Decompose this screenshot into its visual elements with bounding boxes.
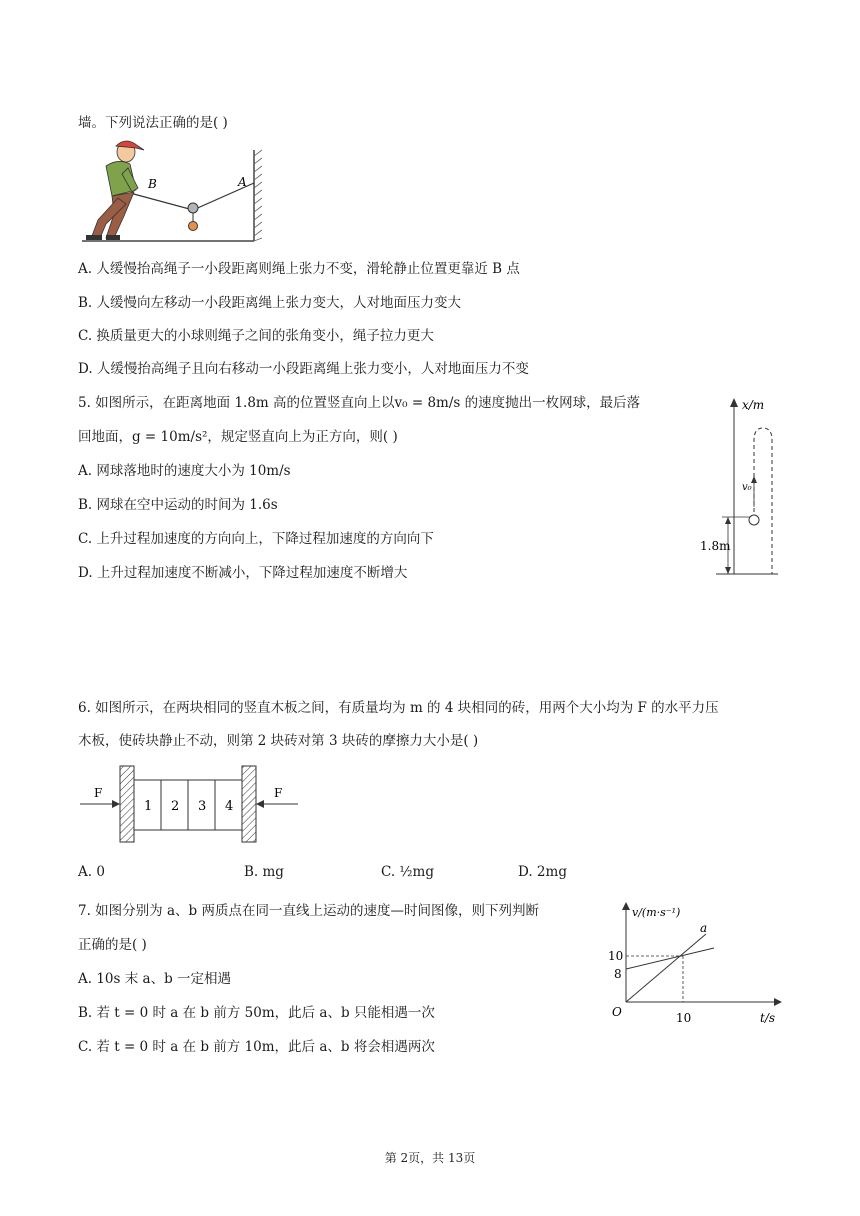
- brick-3: 3: [198, 799, 207, 814]
- q7-tick-10-x: 10: [676, 1011, 692, 1025]
- q5-axis-label: x/m: [742, 398, 765, 412]
- q7-figure: [600, 898, 790, 1030]
- q5-option-c: C. 上升过程加速度的方向向上，下降过程加速度的方向向下: [78, 531, 434, 547]
- q6-option-b: B. mg: [244, 864, 284, 880]
- q4-stem-tail: 墙。下列说法正确的是( ): [78, 115, 228, 131]
- q5-figure: [698, 392, 808, 582]
- q4-option-a: A. 人缓慢抬高绳子一小段距离则绳上张力不变，滑轮静止位置更靠近 B 点: [78, 261, 520, 277]
- q7-y-axis-label: v/(m·s⁻¹): [632, 906, 681, 919]
- brick-4: 4: [225, 799, 234, 814]
- q7-tick-10-y: 10: [608, 949, 624, 963]
- q7-option-a: A. 10s 末 a、b 一定相遇: [78, 971, 232, 987]
- q7-x-axis-label: t/s: [760, 1011, 776, 1025]
- q6-stem-line2: 木板，使砖块静止不动，则第 2 块砖对第 3 块砖的摩擦力大小是( ): [78, 733, 479, 749]
- brick-2: 2: [171, 799, 180, 814]
- q5-stem-line2: 回地面，g = 10m/s²，规定竖直向上为正方向，则( ): [78, 429, 398, 445]
- q4-figure: [78, 138, 268, 248]
- q7-line-a-label: a: [700, 921, 708, 935]
- q6-option-a: A. 0: [78, 864, 105, 880]
- q5-option-b: B. 网球在空中运动的时间为 1.6s: [78, 497, 278, 513]
- q5-v0-label: v₀: [742, 482, 752, 493]
- page-footer: 第 2页，共 13页: [384, 1151, 476, 1165]
- q6-figure: [78, 762, 308, 846]
- q4-option-d: D. 人缓慢抬高绳子且向右移动一小段距离绳上张力变小，人对地面压力不变: [78, 361, 529, 377]
- q7-stem-line1: 7. 如图分别为 a、b 两质点在同一直线上运动的速度—时间图像，则下列判断: [78, 903, 539, 919]
- q7-stem-line2: 正确的是( ): [78, 937, 147, 953]
- q7-option-c: C. 若 t = 0 时 a 在 b 前方 10m，此后 a、b 将会相遇两次: [78, 1039, 435, 1055]
- q4-label-b: B: [148, 177, 157, 191]
- q6-option-c: C. ½mg: [381, 864, 434, 880]
- q7-tick-8-y: 8: [614, 967, 622, 981]
- q5-option-d: D. 上升过程加速度不断减小，下降过程加速度不断增大: [78, 565, 408, 581]
- force-right-label: F: [274, 786, 283, 800]
- q4-option-b: B. 人缓慢向左移动一小段距离绳上张力变大，人对地面压力变大: [78, 295, 462, 311]
- q7-origin-label: O: [612, 1005, 622, 1019]
- q5-option-a: A. 网球落地时的速度大小为 10m/s: [78, 463, 291, 479]
- q4-label-a: A: [238, 175, 247, 189]
- q7-option-b: B. 若 t = 0 时 a 在 b 前方 50m，此后 a、b 只能相遇一次: [78, 1005, 435, 1021]
- q6-stem-line1: 6. 如图所示，在两块相同的竖直木板之间，有质量均为 m 的 4 块相同的砖，用两个大小均为 F 的水平力压: [78, 700, 719, 716]
- q5-height-label: 1.8m: [700, 539, 731, 553]
- q6-option-d: D. 2mg: [518, 864, 567, 880]
- q4-option-c: C. 换质量更大的小球则绳子之间的张角变小，绳子拉力更大: [78, 328, 434, 344]
- brick-1: 1: [144, 799, 153, 814]
- q5-stem-line1: 5. 如图所示，在距离地面 1.8m 高的位置竖直向上以v₀ = 8m/s 的速度抛出一枚网球，最后落: [78, 395, 641, 411]
- force-left-label: F: [94, 786, 103, 800]
